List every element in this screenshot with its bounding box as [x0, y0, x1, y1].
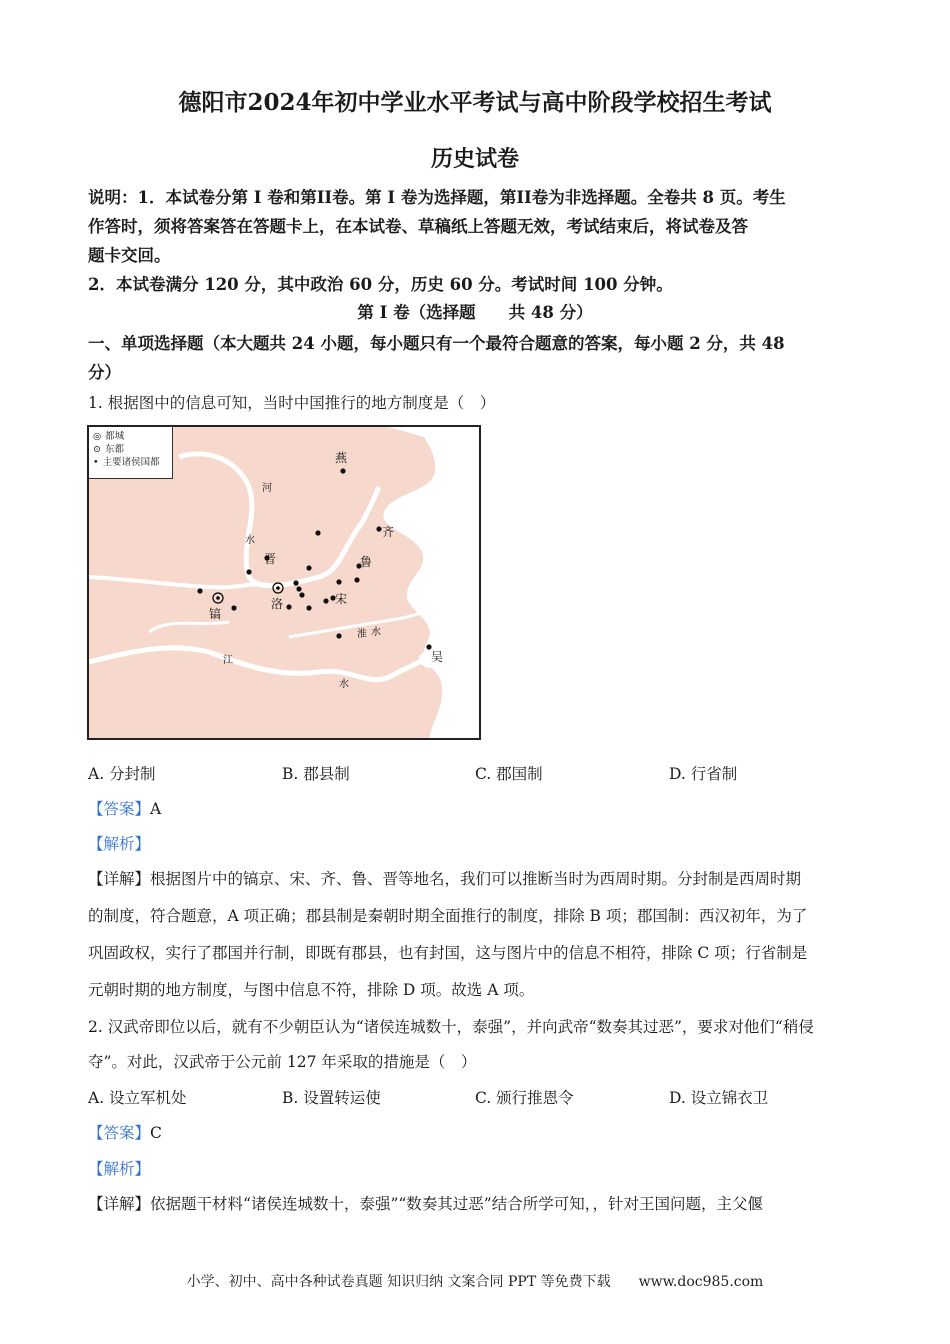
answer-tag: 【答案】	[88, 800, 151, 818]
exam-title: 德阳市2024年初中学业水平考试与高中阶段学校招生考试	[178, 89, 772, 116]
exam-subject: 历史试卷	[430, 146, 519, 172]
option-d: D. 行省制	[669, 765, 738, 783]
answer-line	[88, 796, 868, 822]
answer-value: C	[150, 1124, 162, 1142]
map-label-song: 宋	[335, 592, 348, 606]
map-label-luo: 洛	[271, 597, 284, 611]
analysis-tag: 【解析】	[88, 1160, 151, 1178]
instructions-line: 说明：1．本试卷分第 I 卷和第II卷。第 I 卷为选择题，第II卷为非选择题。全卷共 8 页。考生	[88, 188, 786, 207]
instructions-line: 题卡交回。	[88, 246, 171, 265]
answer-tag: 【答案】	[88, 1124, 151, 1142]
question-stem: 2. 汉武帝即位以后，就有不少朝臣认为“诸侯连城数十，泰强”，并向武帝“数奏其过恶”，要求对他们“稍侵	[88, 1018, 814, 1036]
instructions-line: 2．本试卷满分 120 分，其中政治 60 分，历史 60 分。考试时间 100 分钟。	[88, 275, 673, 294]
map-label-yan: 燕	[335, 451, 348, 465]
yangtze-river	[89, 648, 444, 680]
map-label-huai-shui: 水	[371, 627, 381, 638]
option-b: B. 设置转运使	[282, 1089, 381, 1107]
wei-river	[89, 577, 269, 587]
question-stem: 夺”。对此，汉武帝于公元前 127 年采取的措施是（ ）	[88, 1053, 477, 1071]
map-label-hao: 镐	[209, 607, 222, 621]
fief-dot-icon: •	[93, 457, 99, 468]
option-a: A. 设立军机处	[88, 1089, 187, 1107]
option-c: C. 颁行推恩令	[475, 1089, 574, 1107]
section-heading: 分）	[88, 363, 121, 382]
sea-area	[383, 427, 479, 738]
detail-tag: 【详解】	[88, 870, 151, 888]
map-label-jiang-shui: 水	[339, 679, 349, 690]
analysis-tag: 【解析】	[88, 835, 151, 853]
map-legend: ◎ 都城 ⊙ 东都 • 主要诸侯国都	[89, 427, 173, 479]
detail-tag: 【详解】	[88, 1195, 151, 1213]
map-label-lu: 鲁	[360, 555, 373, 569]
detail-line: 【详解】依据题干材料“诸侯连城数十，泰强”“数奏其过恶”结合所学可知，，针对王国问题，主父偃	[88, 1195, 763, 1213]
eastern-capital-symbol-icon: ⊙	[93, 444, 101, 455]
map-label-jiang: 江	[223, 655, 233, 666]
fief-dots	[197, 468, 431, 649]
instructions-line: 作答时，须将答案答在答题卡上，在本试卷、草稿纸上答题无效，考试结束后，将试卷及答	[88, 217, 748, 236]
map-label-huai: 淮	[357, 629, 367, 640]
map-label-he: 河	[262, 483, 272, 494]
answer-line	[88, 1120, 868, 1146]
question-stem: 1. 根据图中的信息可知，当时中国推行的地方制度是（ ）	[88, 394, 496, 412]
map-label-qi: 齐	[382, 525, 395, 539]
detail-line: 元朝时期的地方制度，与图中信息不符，排除 D 项。故选 A 项。	[88, 981, 535, 999]
map-label-shui: 水	[245, 535, 255, 546]
page-footer: 小学、初中、高中各种试卷真题 知识归纳 文案合同 PPT 等免费下载 www.doc985.com	[186, 1274, 764, 1290]
detail-line: 【详解】根据图片中的镐京、宋、齐、鲁、晋等地名，我们可以推断当时为西周时期。分封制是西周时期	[88, 870, 802, 888]
option-a: A. 分封制	[88, 765, 156, 783]
capital-symbol-icon: ◎	[93, 431, 102, 442]
answer-value: A	[150, 800, 162, 818]
detail-line: 巩固政权，实行了郡国并行制，即既有郡县，也有封国，这与图片中的信息不相符，排除 C 项；行省制是	[88, 944, 808, 962]
option-d: D. 设立锦衣卫	[669, 1089, 769, 1107]
detail-line: 的制度，符合题意，A 项正确；郡县制是秦朝时期全面推行的制度，排除 B 项；郡国制：西汉初年，为了	[88, 907, 808, 925]
map-label-wu: 吴	[431, 650, 444, 664]
option-b: B. 郡县制	[282, 765, 350, 783]
map-label-jin: 晋	[264, 552, 277, 566]
han-river	[149, 622, 229, 632]
volume-heading: 第 I 卷（选择题 共 48 分）	[357, 303, 593, 322]
yellow-river	[179, 454, 379, 586]
option-c: C. 郡国制	[475, 765, 543, 783]
section-heading: 一、单项选择题（本大题共 24 小题，每小题只有一个最符合题意的答案，每小题 2 分，共 48	[88, 334, 785, 353]
western-zhou-map	[87, 425, 481, 740]
